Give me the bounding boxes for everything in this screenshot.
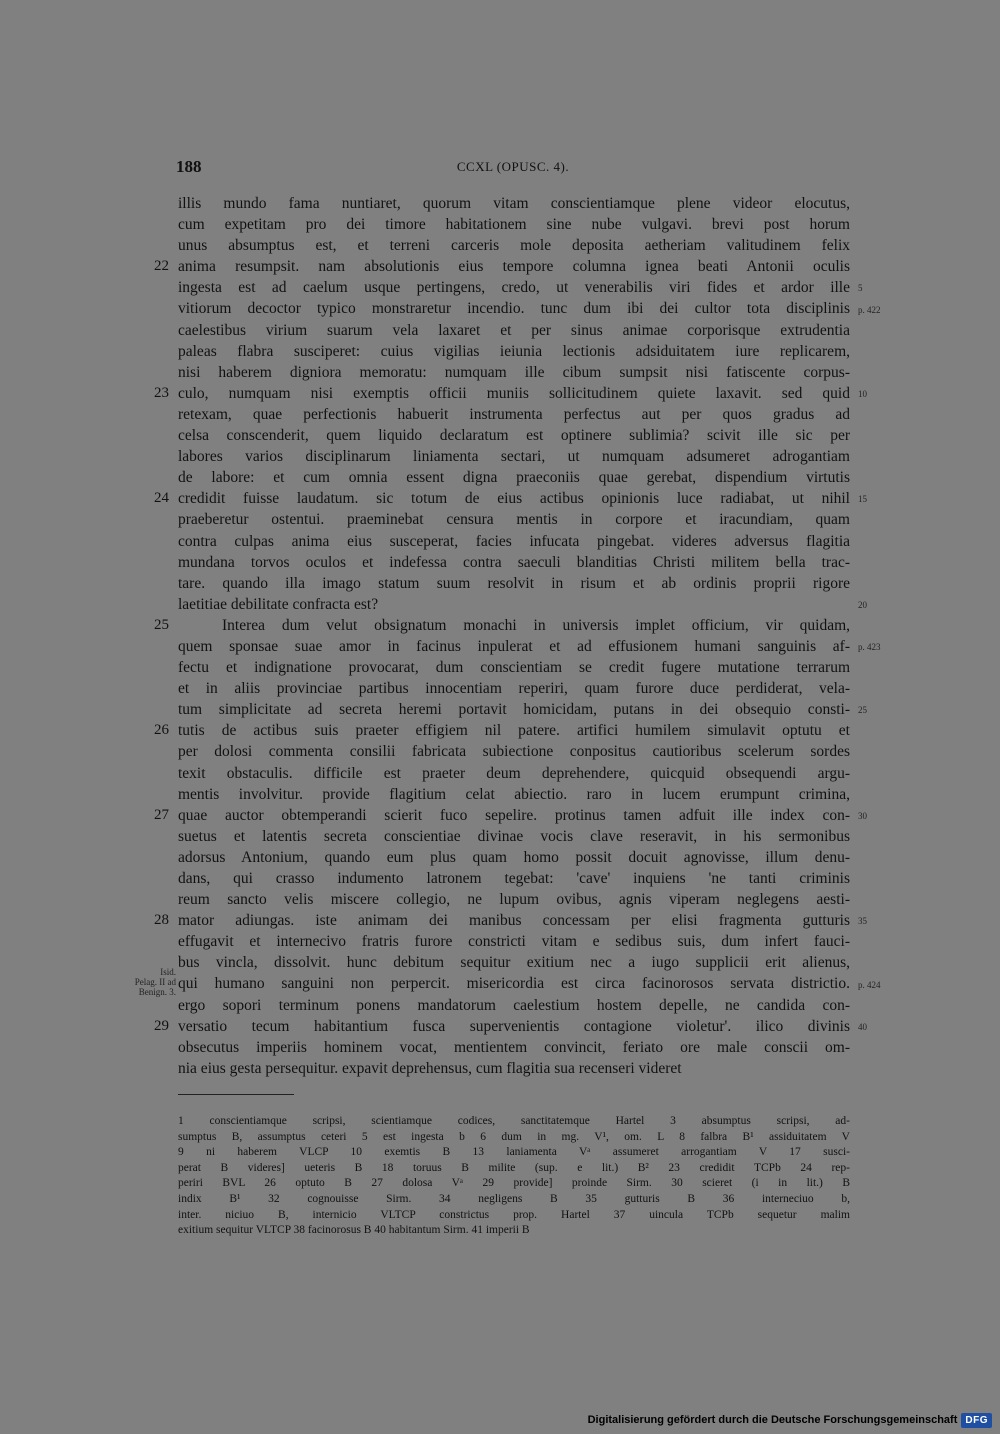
text-line bbox=[154, 720, 850, 741]
section-number: 28 bbox=[154, 912, 169, 929]
text-line bbox=[178, 868, 850, 889]
text-line bbox=[178, 446, 850, 467]
section-number: 29 bbox=[154, 1017, 169, 1034]
page-number: 188 bbox=[176, 157, 202, 176]
text-line bbox=[178, 699, 850, 720]
text-line bbox=[178, 320, 850, 341]
text-line bbox=[178, 425, 850, 446]
text-line-content: Interea dum velut obsignatum monachi in universis implet officium, vir quidam, bbox=[222, 616, 850, 634]
text-line bbox=[178, 847, 850, 868]
text-line bbox=[178, 467, 850, 488]
text-line bbox=[178, 973, 850, 994]
text-line bbox=[178, 784, 850, 805]
text-line-content: et in aliis provinciae partibus innocentiam reperiri, quam furore duce perdiderat, vela- bbox=[178, 680, 850, 698]
text-line-content: mentis involvitur. provide flagitium celat abiectio. raro in lucem erumpunt crimina, bbox=[178, 785, 850, 803]
text-line bbox=[178, 1037, 850, 1058]
text-line bbox=[178, 341, 850, 362]
text-line bbox=[178, 235, 850, 256]
running-title: CCXL (OPUSC. 4). bbox=[456, 159, 570, 174]
text-line bbox=[178, 1058, 850, 1079]
text-line bbox=[178, 362, 850, 383]
apparatus-line: 9 ni haberem VLCP 10 exemtis B 13 laniamenta Vᵃ assumeret arrogantiam V 17 susci- bbox=[178, 1146, 850, 1159]
text-line bbox=[178, 889, 850, 910]
apparatus-line: indix B¹ 32 cognouisse Sirm. 34 negligens B 35 gutturis B 36 interneciuo b, bbox=[178, 1192, 850, 1205]
text-line-content: vitiorum decoctor typico monstraretur incendio. tunc dum ibi dei cultor tota disciplinis bbox=[178, 300, 850, 318]
text-line bbox=[178, 594, 850, 615]
text-line-content: culo, numquam nisi exemptis officii muniis sollicitudinem quiete laxavit. sed quid bbox=[178, 384, 850, 402]
text-line-content: unus absumptus est, et terreni carceris mole deposita aetheriam valitudinem felix bbox=[178, 237, 850, 255]
text-line bbox=[154, 1016, 850, 1037]
apparatus-line: inter. niciuo B, internicio VLTCP constrictus prop. Hartel 37 uincula TCPb sequetur malim bbox=[178, 1208, 850, 1221]
left-margin-line: Benign. 3. bbox=[138, 987, 176, 997]
text-line-content: dans, qui crasso indumento latronem tegebat: 'cave' inquiens 'ne tanti criminis bbox=[178, 870, 850, 887]
text-line-content: praeberetur ostentui. praeminebat censura mentis in corpore et iracundiam, quam bbox=[178, 511, 850, 529]
text-line-content: bus vincla, dissolvit. hunc debitum sequitur exitium nec a iugo supplicii erit alienus, bbox=[178, 954, 850, 972]
text-line-content: nia eius gesta persequitur. expavit deprehensus, cum flagitia sua recenseri videret bbox=[178, 1059, 682, 1077]
text-line bbox=[178, 552, 850, 573]
text-line-content: caelestibus virium suarum vela laxaret et per sinus animae corporisque extrudentia bbox=[178, 321, 850, 339]
text-line bbox=[178, 741, 850, 762]
apparatus-line: sumptus B, assumptus ceteri 5 est ingesta b 6 dum in mg. V¹, om. L 8 falbra B¹ assiduitatem V bbox=[178, 1130, 850, 1143]
margin-line-marker: 20 bbox=[858, 599, 867, 610]
section-number: 27 bbox=[154, 806, 169, 823]
text-line-content: mator adiungas. iste animam dei manibus concessam per elisi fragmenta gutturis bbox=[178, 912, 850, 930]
text-line bbox=[178, 193, 850, 214]
dfg-logo: DFG bbox=[961, 1413, 992, 1428]
text-line bbox=[178, 826, 850, 847]
text-line-content: contra culpas anima eius susceperat, facies infucata pingebat. videres adversus flagitia bbox=[178, 532, 850, 550]
text-line bbox=[178, 995, 850, 1016]
section-number: 23 bbox=[154, 384, 169, 401]
text-line-content: tum simplicitate ad secreta heremi portavit homicidam, putans in dei obsequio consti- bbox=[178, 701, 850, 719]
text-line-content: texit obstaculis. difficile est praeter deum deprehendere, quicquid obsequendi argu- bbox=[178, 764, 850, 782]
text-line-content: cum expetitam pro dei timore habitationem sine nube vulgavi. brevi post horum bbox=[178, 216, 850, 234]
text-line-content: retexam, quae perfectionis habuerit instrumenta perfectus aut per quos gradus ad bbox=[178, 405, 850, 423]
text-line-content: effugavit et internecivo fratris furore constricti vitam e sedibus suis, dum infert fauci- bbox=[178, 933, 850, 951]
text-line bbox=[178, 298, 850, 319]
text-line-content: illis mundo fama nuntiaret, quorum vitam conscientiamque plene videor elocutus, bbox=[178, 195, 850, 212]
text-line-content: tutis de actibus suis praeter effigiem nil patere. artifici humilem simulavit optutu et bbox=[178, 722, 850, 740]
margin-line-marker: p. 424 bbox=[858, 979, 881, 990]
text-line-content: obsecutus imperiis hominem vocat, mentientem convincit, feriato ore male conscii om- bbox=[178, 1038, 850, 1056]
text-line-content: reum sancto velis miscere collegio, ne lupum ovibus, agnis viperam neglegens aesti- bbox=[178, 891, 850, 909]
text-line bbox=[154, 805, 850, 826]
apparatus-line: exitium sequitur VLTCP 38 facinorosus B 40 habitantum Sirm. 41 imperii B bbox=[178, 1224, 530, 1237]
footnote-rule bbox=[178, 1094, 294, 1095]
text-line-content: suetus et latentis secreta conscientiae divinae vocis clave reseravit, in his sermonibus bbox=[178, 827, 850, 845]
text-line bbox=[178, 531, 850, 552]
margin-line-marker: p. 423 bbox=[858, 642, 881, 653]
text-line bbox=[178, 931, 850, 952]
text-line-content: nisi haberem digniora memoratu: numquam ille cibum sumpsit nisi fatiscente corpus- bbox=[178, 363, 850, 381]
text-line bbox=[178, 277, 850, 298]
text-line-content: credidit fuisse laudatum. sic totum de eius actibus opinionis luce radiabat, ut nihil bbox=[178, 490, 850, 508]
text-line-content: quae auctor obtemperandi scierit fuco sepelire. protinus tamen adfuit ille index con- bbox=[178, 806, 850, 824]
margin-line-marker: 5 bbox=[858, 283, 863, 294]
section-number: 22 bbox=[154, 258, 169, 275]
text-line-content: paleas flabra susciperet: cuius vigilias ieiunia lectionis adsiduitatem iure replicarem, bbox=[178, 342, 850, 360]
text-line bbox=[154, 615, 850, 636]
left-margin-line: Pelag. II ad bbox=[134, 977, 176, 987]
credit-text: Digitalisierung gefördert durch die Deutsche Forschungsgemeinschaft bbox=[587, 1414, 958, 1426]
section-number: 24 bbox=[154, 490, 169, 507]
text-line-content: laetitiae debilitate confracta est? bbox=[178, 595, 379, 613]
text-line-content: mundana torvos oculos et indefessa contra saeculi blanditias Christi militem bella trac- bbox=[178, 553, 850, 571]
text-line bbox=[178, 509, 850, 530]
text-line-content: tare. quando illa imago statum suum resolvit in risum et ab ordinis proprii rigore bbox=[178, 574, 850, 592]
text-line-content: anima resumpsit. nam absolutionis eius tempore columna ignea beati Antonii oculis bbox=[178, 258, 850, 276]
text-line-content: de labore: et cum omnia essent digna praeconiis quae gerebat, dispendium virtutis bbox=[178, 469, 850, 487]
margin-line-marker: 35 bbox=[858, 916, 867, 927]
apparatus-line: periri BVL 26 optuto B 27 dolosa Vᵃ 29 provide] proinde Sirm. 30 scieret (i in lit.) B bbox=[178, 1177, 850, 1190]
text-line-content: quem sponsae suae amor in facinus inpulerat et ad effusionem humani sanguinis af- bbox=[178, 637, 850, 655]
text-line-content: labores varios disciplinarum liniamenta sectari, ut numquam adsumeret adrogantiam bbox=[178, 448, 850, 466]
text-line bbox=[178, 678, 850, 699]
text-line-content: celsa conscenderit, quem liquido declaratum est optinere sublimia? scivit ille sic per bbox=[178, 427, 850, 445]
margin-line-marker: 15 bbox=[858, 494, 867, 505]
text-line-content: per dolosi commenta consilii fabricata subiectione conpositus cautioribus scelerum sordes bbox=[178, 743, 850, 761]
text-line-content: qui humano sanguini non perpercit. misericordia est circa facinorosos servata districtio. bbox=[178, 975, 850, 993]
margin-line-marker: p. 422 bbox=[858, 304, 881, 315]
text-line bbox=[178, 952, 850, 973]
text-line bbox=[154, 488, 850, 509]
apparatus-line: 1 conscientiamque scripsi, scientiamque codices, sanctitatemque Hartel 3 absumptus scripsi, ad- bbox=[178, 1115, 850, 1127]
text-line-content: fectu et indignatione provocarat, dum conscientiam se credit fugere mutatione terrarum bbox=[178, 659, 850, 677]
text-line-content: ingesta est ad caelum usque pertingens, credo, ut venerabilis viri fides et ardor ille bbox=[178, 279, 850, 297]
margin-line-marker: 10 bbox=[858, 388, 867, 399]
apparatus-line: perat B videres] ueteris B 18 toruus B milite (sup. e lit.) B² 23 credidit TCPb 24 rep- bbox=[178, 1161, 850, 1174]
text-line bbox=[178, 636, 850, 657]
text-line bbox=[178, 404, 850, 425]
section-number: 26 bbox=[154, 722, 169, 739]
critical-apparatus bbox=[178, 1114, 850, 1239]
left-margin-reference bbox=[110, 967, 176, 997]
margin-line-marker: 40 bbox=[858, 1021, 867, 1032]
text-line-content: adorsus Antonium, quando eum plus quam homo possit docuit agnovisse, illum denu- bbox=[178, 848, 850, 866]
text-line bbox=[154, 383, 850, 404]
text-line-content: ergo sopori terminum ponens mandatorum caelestium hostem depelle, ne candida con- bbox=[178, 996, 850, 1014]
left-margin-line: Isid. bbox=[160, 967, 176, 977]
digitization-credit bbox=[588, 1411, 992, 1429]
text-line-content: versatio tecum habitantium fusca supervenientis contagione violetur'. ilico divinis bbox=[178, 1017, 850, 1035]
margin-line-marker: 25 bbox=[858, 705, 867, 716]
section-number: 25 bbox=[154, 616, 169, 633]
text-line bbox=[154, 910, 850, 931]
page-header bbox=[176, 157, 850, 181]
text-line bbox=[178, 657, 850, 678]
text-line bbox=[178, 573, 850, 594]
text-line bbox=[178, 763, 850, 784]
text-line bbox=[178, 214, 850, 235]
margin-line-marker: 30 bbox=[858, 810, 867, 821]
text-line bbox=[154, 256, 850, 277]
